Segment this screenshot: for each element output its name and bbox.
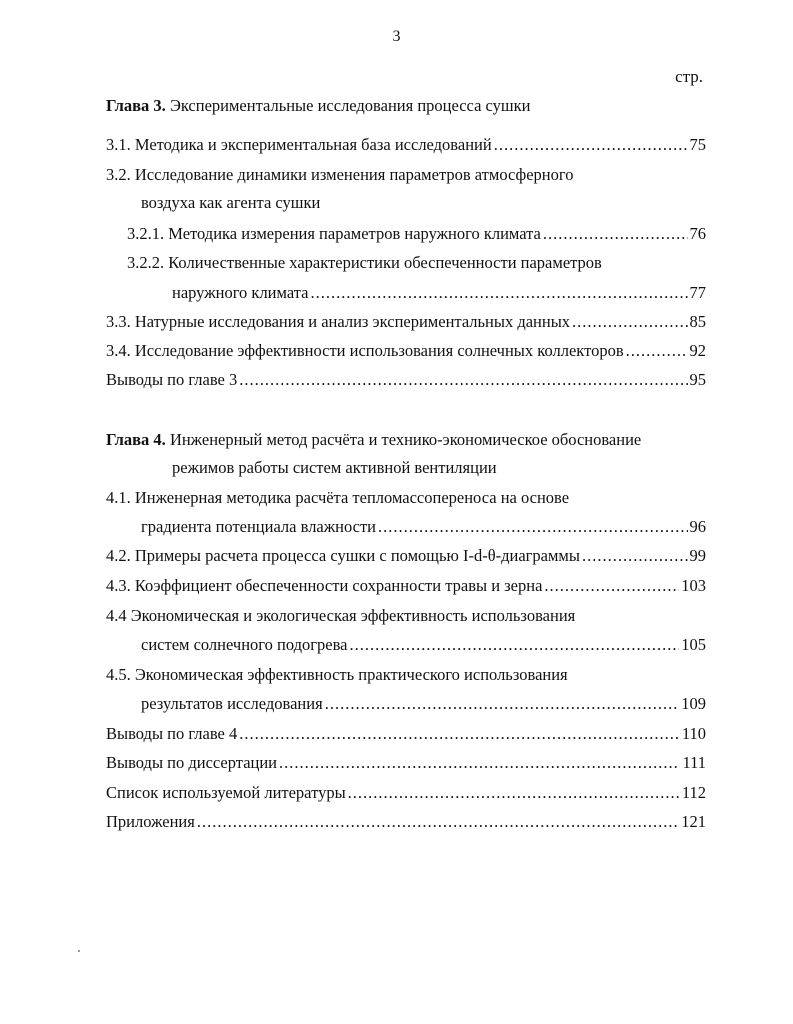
toc-entry-3-2-line1[interactable]: 3.2. Исследование динамики изменения параметров атмосферного (106, 165, 574, 184)
toc-entry-text: 3.1. Методика и экспериментальная база исследований (106, 135, 492, 154)
dot-leader (543, 224, 688, 244)
toc-entry-page: 76 (689, 224, 706, 243)
toc-entry-3-4[interactable] (106, 341, 706, 361)
toc-entry-4-3[interactable] (106, 576, 706, 596)
toc-entry-text: Список используемой литературы (106, 783, 346, 802)
toc-entry-text: 4.3. Коэффициент обеспеченности сохранности травы и зерна (106, 576, 543, 595)
toc-entry-text: Приложения (106, 812, 195, 831)
page-number: 3 (392, 28, 401, 45)
dot-leader (350, 635, 680, 655)
dot-leader (325, 694, 680, 714)
toc-entry-page: 121 (681, 812, 706, 831)
chapter-3-title: Экспериментальные исследования процесса сушки (165, 96, 531, 115)
chapter-4-prefix: Глава 4. (106, 430, 166, 449)
toc-entry-appendices[interactable] (106, 812, 706, 832)
toc-entry-4-1[interactable] (141, 517, 706, 537)
chapter-3-heading (106, 96, 530, 116)
toc-entry-conclusions-3[interactable] (106, 370, 706, 390)
dot-leader (239, 724, 680, 744)
dot-leader (310, 283, 687, 303)
toc-entry-text: наружного климата (172, 283, 309, 302)
toc-entry-page: 103 (681, 576, 706, 595)
toc-entry-text: градиента потенциала влажности (141, 517, 377, 536)
toc-entry-page: 109 (681, 694, 706, 713)
toc-entry-dissertation-conclusions[interactable] (106, 753, 706, 773)
toc-entry-references[interactable] (106, 783, 706, 803)
toc-entry-text: 3.3. Натурные исследования и анализ экспериментальных данных (106, 312, 571, 331)
toc-entry-text: 3.4. Исследование эффективности использования солнечных коллекторов (106, 341, 624, 360)
chapter-3-prefix: Глава 3. (106, 96, 166, 115)
toc-entry-4-4[interactable] (141, 635, 706, 655)
toc-entry-3-2-line2[interactable]: воздуха как агента сушки (141, 193, 321, 212)
toc-entry-page: 85 (689, 312, 706, 331)
dot-leader (378, 517, 687, 537)
toc-entry-text: Выводы по главе 3 (106, 370, 238, 389)
toc-entry-page: 75 (689, 135, 706, 154)
toc-entry-text: Выводы по диссертации (106, 753, 278, 772)
scan-speck (78, 950, 80, 952)
chapter-4-title-line1: Инженерный метод расчёта и технико-экономическое обоснование (165, 430, 642, 449)
toc-entry-conclusions-4[interactable] (106, 724, 706, 744)
pages-column-label: стр. (675, 67, 703, 86)
toc-entry-text: систем солнечного подогрева (141, 635, 348, 654)
toc-entry-4-1-line1[interactable]: 4.1. Инженерная методика расчёта тепломассопереноса на основе (106, 488, 570, 507)
toc-entry-text: 4.2. Примеры расчета процесса сушки с помощью I-d-θ-диаграммы (106, 546, 580, 565)
toc-entry-page: 77 (689, 283, 706, 302)
toc-entry-page: 99 (689, 546, 706, 565)
toc-entry-3-3[interactable] (106, 312, 706, 332)
dot-leader (582, 546, 688, 566)
toc-entry-page: 105 (681, 635, 706, 654)
toc-entry-page: 96 (689, 517, 706, 536)
dot-leader (197, 812, 679, 832)
toc-entry-text: Выводы по главе 4 (106, 724, 238, 743)
dot-leader (544, 576, 679, 596)
toc-entry-3-2-1[interactable] (127, 224, 706, 244)
toc-entry-page: 95 (689, 370, 706, 389)
dot-leader (348, 783, 680, 803)
dot-leader (626, 341, 688, 361)
toc-entry-4-5[interactable] (141, 694, 706, 714)
toc-entry-3-2-2[interactable] (172, 283, 706, 303)
toc-entry-4-5-line1[interactable]: 4.5. Экономическая эффективность практического использования (106, 665, 568, 684)
toc-entry-page: 92 (689, 341, 706, 360)
dot-leader (572, 312, 687, 332)
toc-entry-page: 111 (682, 753, 706, 772)
toc-entry-page: 112 (681, 783, 706, 802)
dot-leader (279, 753, 680, 773)
toc-entry-4-4-line1[interactable]: 4.4 Экономическая и экологическая эффективность использования (106, 606, 576, 625)
toc-entry-text: результатов исследования (141, 694, 323, 713)
toc-entry-4-2[interactable] (106, 546, 706, 566)
dot-leader (239, 370, 687, 390)
dot-leader (494, 135, 688, 155)
toc-entry-text: 3.2.1. Методика измерения параметров наружного климата (127, 224, 541, 243)
toc-entry-3-1[interactable] (106, 135, 706, 155)
chapter-4-title-line2: режимов работы систем активной вентиляции (172, 458, 497, 477)
toc-entry-3-2-2-line1[interactable]: 3.2.2. Количественные характеристики обеспеченности параметров (127, 253, 602, 272)
toc-entry-page: 110 (681, 724, 706, 743)
chapter-4-heading (106, 430, 641, 450)
